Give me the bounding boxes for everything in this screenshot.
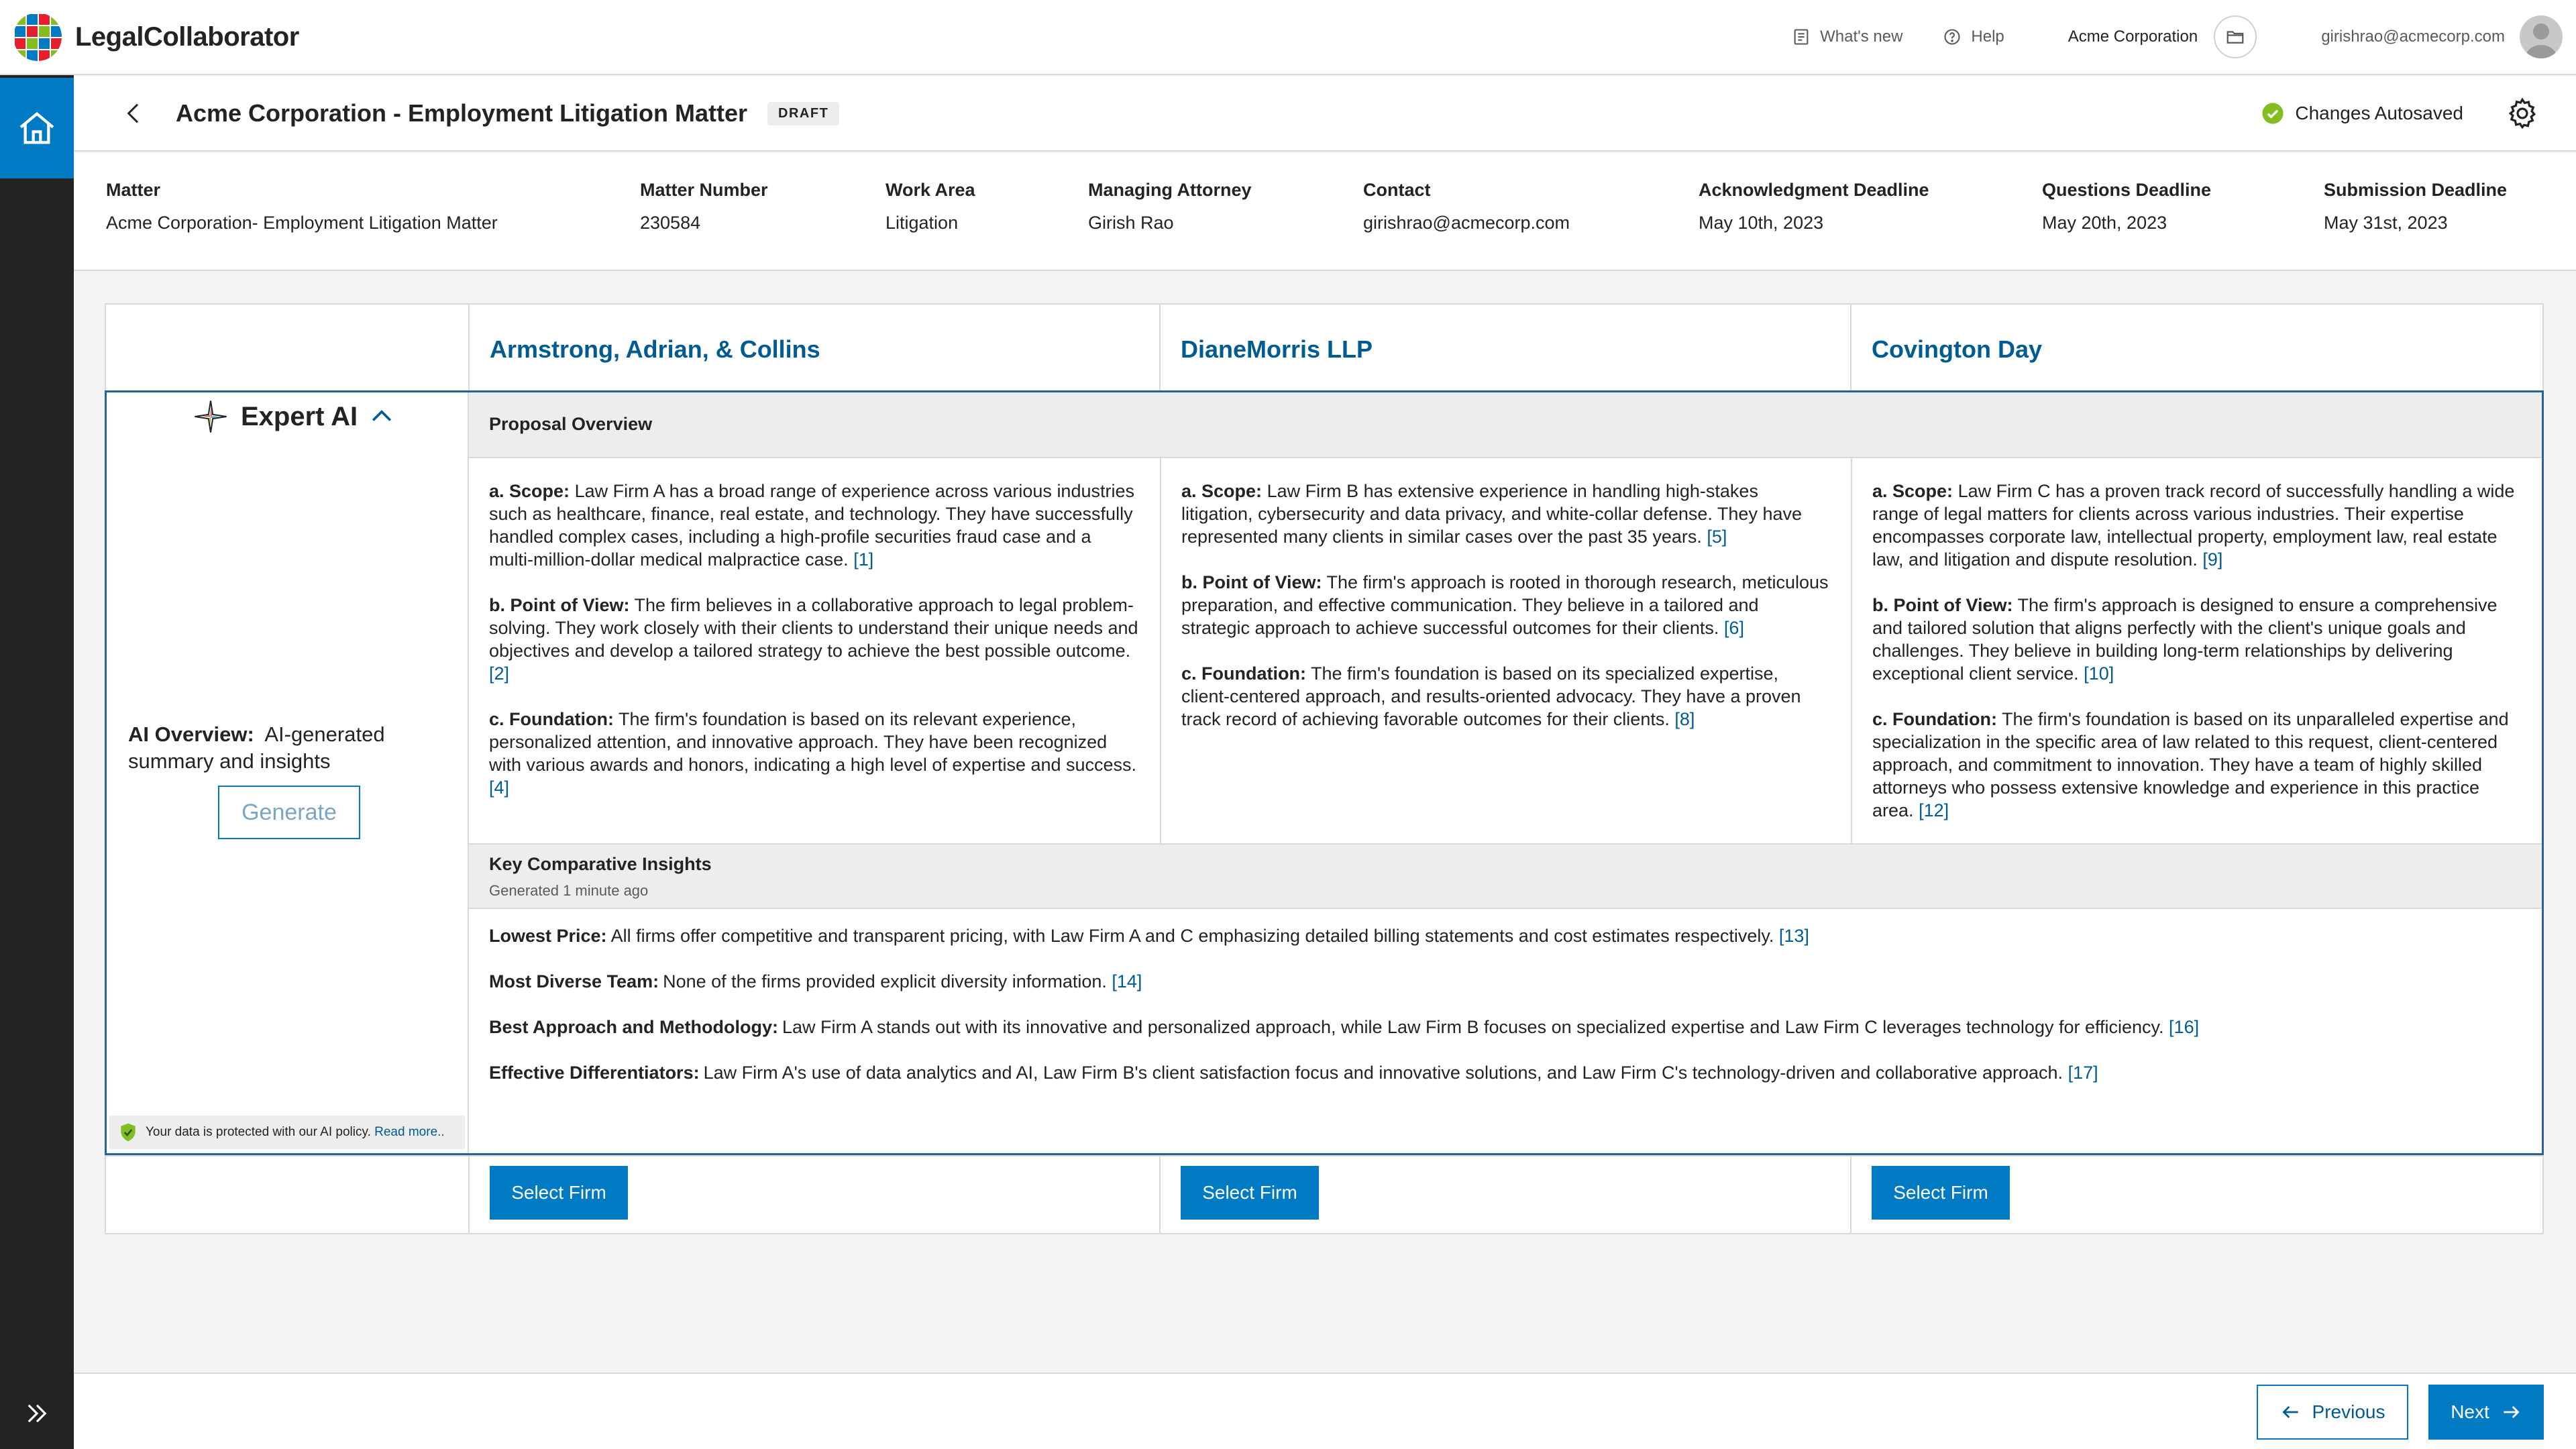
insight-text: None of the firms provided explicit diversity information. [663,971,1107,991]
matter-info-number [640,180,768,233]
foundation-text: The firm's foundation is based on its specialized expertise, client-centered approach, and results-oriented advocacy. They have a proven track record of achieving favorable outcomes for their clients. [1181,663,1801,729]
matter-info-submission-deadline [2324,180,2507,233]
user-email: girishrao@acmecorp.com [2321,28,2505,46]
citation-link[interactable]: [17] [2068,1063,2098,1083]
citation-link[interactable]: [2] [489,663,510,684]
sidebar [0,75,74,1449]
scope-label: a. Scope: [489,481,570,501]
ai-overview-text: AI-generated summary and insights [128,722,385,773]
firm-name-1[interactable]: Armstrong, Adrian, & Collins [490,335,820,363]
citation-link[interactable]: [5] [1707,527,1727,547]
insight-label: Lowest Price: [489,926,607,946]
firm-header-1 [468,303,1161,392]
select-firm-button-1[interactable]: Select Firm [490,1166,628,1220]
firm-1-point-of-view [489,594,1140,685]
contact-value: girishrao@acmecorp.com [1363,213,1570,233]
folder-button[interactable] [2214,15,2257,58]
expert-ai-panel [107,392,469,1153]
help-link[interactable] [1943,28,2004,46]
pov-label: b. Point of View: [1181,572,1322,592]
foundation-text: The firm's foundation is based on its unparalleled expertise and specialization in the specific area of law related to this request, client-centered approach, and commitment to innovation. They have a team of highly skilled attorneys who possess extensive knowledge and experience in this practice area. [1872,709,2509,820]
insight-label: Effective Differentiators: [489,1063,700,1083]
firm-name-3[interactable]: Covington Day [1872,335,2043,363]
scope-text: Law Firm B has extensive experience in handling high-stakes litigation, cybersecurity and data privacy, and white-collar defense. They have represented many clients in similar cases over the past 35 years. [1181,481,1803,547]
table-corner-cell [105,303,470,392]
firm-footer-2 [1159,1155,1851,1234]
check-circle-icon [2261,102,2284,125]
status-badge: DRAFT [767,102,839,125]
scope-text: Law Firm C has a proven track record of successfully handling a wide range of legal matters for clients across various industries. Their expertise encompasses corporate law, intellectual property, employment law, real estate law, and litigation and dispute resolution. [1872,481,2515,570]
autosave-status [2261,102,2463,125]
table-footer-corner [105,1155,470,1234]
matter-info-questions-deadline [2042,180,2211,233]
app-logo-icon[interactable] [13,13,62,61]
autosave-label: Changes Autosaved [2295,103,2463,123]
insight-label: Most Diverse Team: [489,971,659,991]
firm-2-foundation [1181,662,1831,731]
citation-link[interactable]: [16] [2169,1017,2200,1037]
submission-deadline-value: May 31st, 2023 [2324,213,2448,233]
expert-ai-region [105,390,2544,1155]
home-button[interactable] [0,78,74,178]
proposal-overview-header [469,392,2542,458]
citation-link[interactable]: [6] [1723,618,1744,638]
insight-item [489,913,2522,959]
matter-number-label: Matter Number [640,180,768,200]
insights-title: Key Comparative Insights [489,854,712,874]
sparkle-icon [193,398,229,435]
firm-footer-1 [468,1155,1161,1234]
scope-text: Law Firm A has a broad range of experience across various industries such as healthcare, finance, real estate, and technology. They have successfully handled complex cases, including a high-profile securities fraud case and a multi-million-dollar medical malpractice case. [489,481,1134,570]
insight-text: All firms offer competitive and transparent pricing, with Law Firm A and C emphasizing detailed billing statements and cost estimates respectively. [610,926,1774,946]
chevron-up-icon[interactable] [367,402,396,431]
work-area-label: Work Area [885,180,975,200]
page-title: Acme Corporation - Employment Litigation Matter [176,99,748,127]
select-firm-button-2[interactable]: Select Firm [1181,1166,1319,1220]
pov-label: b. Point of View: [489,595,630,615]
insights-list [469,913,2542,1095]
ai-policy-text: Your data is protected with our AI policy. [146,1125,371,1139]
newspaper-icon [1792,28,1811,46]
next-button[interactable] [2428,1385,2544,1440]
work-area-value: Litigation [885,213,959,233]
foundation-text: The firm's foundation is based on its relevant experience, personalized attention, and innovative approach. They have been recognized with various awards and honors, indicating a high level of expertise and success. [489,709,1137,775]
contact-label: Contact [1363,180,1431,200]
firm-name-2[interactable]: DianeMorris LLP [1181,335,1373,363]
insight-label: Best Approach and Methodology: [489,1017,778,1037]
shield-check-icon [117,1122,139,1143]
matter-info-work-area [885,180,975,233]
whats-new-label: What's new [1820,28,1903,46]
previous-label: Previous [2312,1401,2385,1422]
citation-link[interactable]: [4] [489,777,510,798]
chevron-left-icon [121,100,148,127]
matter-number-value: 230584 [640,213,701,233]
foundation-label: c. Foundation: [1181,663,1306,684]
ai-overview-label: AI Overview: [128,722,254,746]
scope-label: a. Scope: [1872,481,1953,501]
firm-header-3 [1850,303,2544,392]
page-footer [74,1373,2576,1449]
settings-button[interactable] [2504,95,2541,132]
citation-link[interactable]: [10] [2084,663,2114,684]
proposal-overview-firm-2 [1161,458,1852,843]
matter-info-ack-deadline [1699,180,1929,233]
arrow-right-icon [2500,1401,2522,1423]
page-header [74,76,2576,152]
managing-attorney-value: Girish Rao [1088,213,1174,233]
double-chevron-right-icon [23,1399,51,1428]
firm-2-scope [1181,480,1831,548]
managing-attorney-label: Managing Attorney [1088,180,1252,200]
insight-item [489,1050,2522,1095]
matter-info-contact [1363,180,1570,233]
foundation-label: c. Foundation: [1872,709,1997,729]
home-icon [15,107,58,150]
proposal-overview-firm-1 [469,458,1161,843]
organization-name: Acme Corporation [2068,28,2198,46]
insight-text: Law Firm A stands out with its innovative and personalized approach, while Law Firm B focuses on specialized expertise and Law Firm C leverages technology for efficiency. [782,1017,2164,1037]
pov-text: The firm's approach is rooted in thorough research, meticulous preparation, and effective communication. They believe in a tailored and strategic approach to achieve successful outcomes for their clients. [1181,572,1829,638]
select-firm-button-3[interactable]: Select Firm [1872,1166,2010,1220]
submission-deadline-label: Submission Deadline [2324,180,2508,200]
matter-value: Acme Corporation- Employment Litigation Matter [106,213,498,233]
firm-1-scope [489,480,1140,571]
firm-1-foundation [489,708,1140,799]
matter-info-matter [106,180,498,233]
back-button[interactable] [114,93,154,133]
help-circle-icon [1943,28,1962,46]
citation-link[interactable]: [12] [1919,800,1949,820]
foundation-label: c. Foundation: [489,709,614,729]
ai-policy-notice [109,1116,465,1149]
insights-generated: Generated 1 minute ago [489,882,649,899]
citation-link[interactable]: [9] [2202,549,2223,570]
sidebar-expand-button[interactable] [20,1397,54,1430]
generate-button[interactable]: Generate [218,786,360,839]
folder-icon [2225,27,2245,47]
expert-ai-label: Expert AI [241,401,358,431]
proposal-overview-title: Proposal Overview [489,414,653,434]
top-bar [0,0,2576,75]
questions-deadline-value: May 20th, 2023 [2042,213,2167,233]
citation-link[interactable]: [14] [1112,971,1142,991]
matter-info-attorney [1088,180,1252,233]
next-label: Next [2451,1401,2489,1422]
insights-header [469,843,2542,909]
matter-label: Matter [106,180,161,200]
whats-new-link[interactable] [1792,28,1902,46]
expert-ai-title[interactable] [193,395,396,438]
avatar[interactable] [2520,15,2563,58]
firm-header-2 [1159,303,1851,392]
comparison-table [105,303,2544,1234]
proposal-overview-firm-3 [1852,458,2542,843]
insight-text: Law Firm A's use of data analytics and AI, Law Firm B's client satisfaction focus and innovative solutions, and Law Firm C's technology-driven and collaborative approach. [703,1063,2063,1083]
citation-link[interactable]: [1] [853,549,874,570]
citation-link[interactable]: [8] [1674,709,1695,729]
ack-deadline-label: Acknowledgment Deadline [1699,180,1929,200]
pov-label: b. Point of View: [1872,595,2013,615]
app-name: LegalCollaborator [75,21,299,52]
firm-3-scope [1872,480,2522,571]
questions-deadline-label: Questions Deadline [2042,180,2212,200]
insight-item [489,1004,2522,1050]
arrow-left-icon [2280,1401,2302,1423]
firm-2-point-of-view [1181,571,1831,639]
firm-3-foundation [1872,708,2522,822]
ai-policy-read-more-link[interactable]: Read more.. [374,1125,445,1139]
firm-3-point-of-view [1872,594,2522,685]
pov-text: The firm's approach is designed to ensure a comprehensive and tailored solution that aligns perfectly with the client's unique goals and challenges. They believe in building long-term relationships by delivering exceptional client service. [1872,595,2498,684]
previous-button[interactable] [2257,1385,2408,1440]
gear-icon [2505,96,2540,131]
matter-info-row [74,153,2576,271]
user-avatar-icon [2520,15,2563,58]
help-label: Help [1971,28,2004,46]
scope-label: a. Scope: [1181,481,1263,501]
insight-item [489,959,2522,1004]
ai-overview [128,721,423,775]
pov-text: The firm believes in a collaborative approach to legal problem-solving. They work closely with their clients to understand their unique needs and objectives and develop a tailored strategy to achieve the best possible outcome. [489,595,1138,661]
citation-link[interactable]: [13] [1778,926,1809,946]
ack-deadline-value: May 10th, 2023 [1699,213,1824,233]
firm-footer-3 [1850,1155,2544,1234]
